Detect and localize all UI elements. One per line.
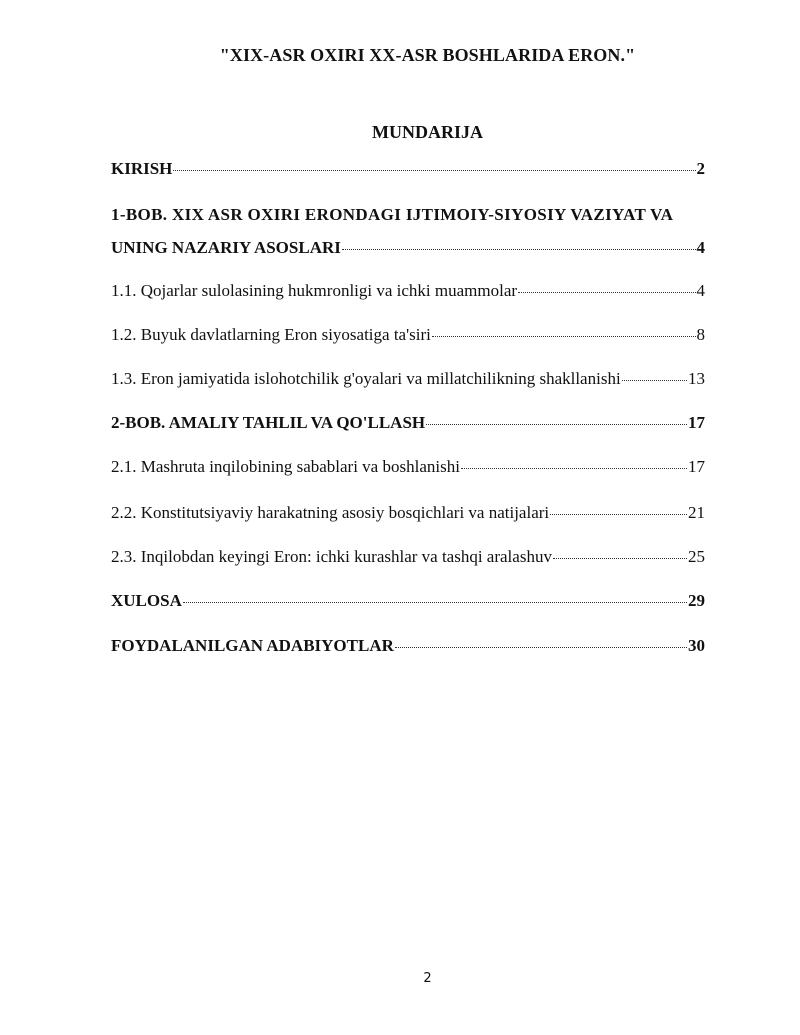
toc-entry-label: KIRISH [111,159,173,178]
dot-leader [342,249,696,250]
toc-entry-label: FOYDALANILGAN ADABIYOTLAR [111,636,394,655]
toc-entry-label: 1.3. Eron jamiyatida islohotchilik g'oyalari va millatchilikning shakllanishi [111,369,621,388]
toc-entry-label: 2-BOB. AMALIY TAHLIL VA QO'LLASH [111,413,426,432]
toc-entry-label-line2: UNING NAZARIY ASOSLARI [111,238,341,257]
toc-entry-label: 1.1. Qojarlar sulolasining hukmronligi va ichki muammolar [111,281,518,300]
dot-leader [395,647,687,648]
toc-entry-chapter-1[interactable] [111,205,705,258]
toc-entry-label-line1: 1-BOB. XIX ASR OXIRI ERONDAGI IJTIMOIY-SIYOSIY VAZIYAT VA [111,205,674,224]
toc-entry-references[interactable] [111,636,705,656]
toc-entry-page: 29 [688,591,705,610]
dot-leader [173,170,695,171]
dot-leader [622,380,687,381]
dot-leader [183,602,687,603]
toc-entry-page: 4 [696,281,705,300]
toc-entry-page: 25 [688,547,705,566]
page-number: 2 [423,971,432,986]
dot-leader [553,558,687,559]
toc-entry-label: 1.2. Buyuk davlatlarning Eron siyosatiga ta'siri [111,325,431,344]
toc-entry-kirish[interactable] [111,159,705,179]
toc-entry-page: 17 [688,457,705,476]
toc-entry-label: 2.3. Inqilobdan keyingi Eron: ichki kurashlar va tashqi aralashuv [111,547,552,566]
toc-entry-1-2[interactable] [111,325,705,345]
toc-entry-page: 30 [688,636,705,655]
dot-leader [426,424,687,425]
toc-entry-page: 4 [696,238,705,257]
toc-entry-label: 2.1. Mashruta inqilobining sabablari va boshlanishi [111,457,460,476]
toc-entry-xulosa[interactable] [111,591,705,611]
dot-leader [461,468,687,469]
toc-entry-1-3[interactable] [111,369,705,389]
toc-entry-2-2[interactable] [111,503,705,523]
document-title: "XIX-ASR OXIRI XX-ASR BOSHLARIDA ERON." [219,45,636,65]
toc-entry-1-1[interactable] [111,281,705,301]
toc-entry-2-3[interactable] [111,547,705,567]
toc-entry-label: XULOSA [111,591,182,610]
toc-entry-page: 13 [688,369,705,388]
toc-entry-page: 2 [696,159,705,178]
toc-entry-page: 8 [696,325,705,344]
toc-entry-page: 21 [688,503,705,522]
toc-entry-chapter-2[interactable] [111,413,705,433]
toc-entry-page: 17 [688,413,705,432]
toc-entry-label: 2.2. Konstitutsiyaviy harakatning asosiy bosqichlari va natijalari [111,503,550,522]
toc-entry-2-1[interactable] [111,457,705,477]
dot-leader [550,514,687,515]
dot-leader [432,336,696,337]
dot-leader [518,292,695,293]
toc-heading: MUNDARIJA [372,122,483,142]
